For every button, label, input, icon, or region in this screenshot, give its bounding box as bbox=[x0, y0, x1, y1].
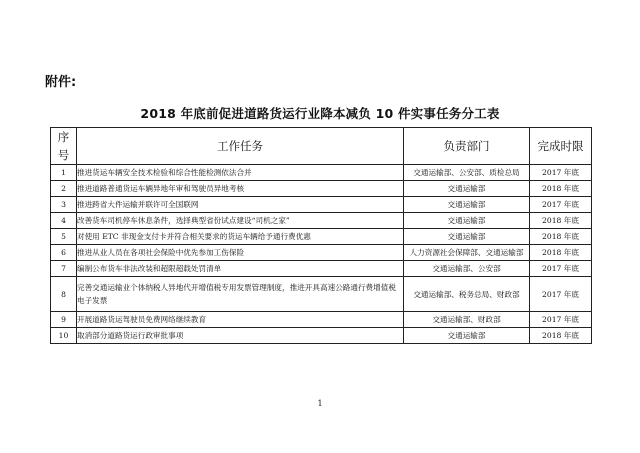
table-row bbox=[51, 277, 592, 312]
row-task: 编制公布货车非法改装和超限超载处罚清单 bbox=[77, 261, 404, 277]
table-row bbox=[51, 229, 592, 245]
row-task: 改善货车司机停车休息条件，选择典型省份试点建设“司机之家” bbox=[77, 213, 404, 229]
row-number: 1 bbox=[51, 165, 77, 181]
row-number: 3 bbox=[51, 197, 77, 213]
row-number: 6 bbox=[51, 245, 77, 261]
row-deadline: 2017 年底 bbox=[530, 312, 592, 328]
header-deadline: 完成时限 bbox=[530, 128, 592, 165]
row-number: 10 bbox=[51, 328, 77, 344]
row-number: 8 bbox=[51, 277, 77, 312]
row-department: 交通运输部 bbox=[404, 229, 530, 245]
row-department: 交通运输部、公安部 bbox=[404, 261, 530, 277]
table-row bbox=[51, 328, 592, 344]
header-serial-line2: 号 bbox=[57, 148, 70, 162]
table-row bbox=[51, 213, 592, 229]
row-deadline: 2017 年底 bbox=[530, 165, 592, 181]
row-department: 人力资源社会保障部、交通运输部 bbox=[404, 245, 530, 261]
table-row bbox=[51, 261, 592, 277]
row-department: 交通运输部、公安部、质检总局 bbox=[404, 165, 530, 181]
row-deadline: 2018 年底 bbox=[530, 229, 592, 245]
row-deadline: 2018 年底 bbox=[530, 181, 592, 197]
row-task: 推进从业人员在各项社会保险中优先参加工伤保险 bbox=[77, 245, 404, 261]
row-task: 完善交通运输业个体纳税人异地代开增值税专用发票管理制度，推进开具高速公路通行费增值税电子发票 bbox=[77, 277, 404, 312]
table-row bbox=[51, 312, 592, 328]
attachment-label: 附件: bbox=[45, 75, 77, 90]
row-department: 交通运输部 bbox=[404, 328, 530, 344]
row-department: 交通运输部、财政部 bbox=[404, 312, 530, 328]
row-number: 7 bbox=[51, 261, 77, 277]
row-task: 推进货运车辆安全技术检验和综合性能检测依法合并 bbox=[77, 165, 404, 181]
table-header-row bbox=[51, 128, 592, 165]
row-task: 开展道路货运驾驶员免费网络继续教育 bbox=[77, 312, 404, 328]
header-serial-number bbox=[51, 128, 77, 165]
row-task: 取消部分道路货运行政审批事项 bbox=[77, 328, 404, 344]
row-number: 4 bbox=[51, 213, 77, 229]
row-task: 对使用 ETC 非现金支付卡并符合相关要求的货运车辆给予通行费优惠 bbox=[77, 229, 404, 245]
row-number: 5 bbox=[51, 229, 77, 245]
page-number: 1 bbox=[317, 399, 323, 408]
row-department: 交通运输部 bbox=[404, 213, 530, 229]
row-deadline: 2018 年底 bbox=[530, 245, 592, 261]
header-serial-line1: 序 bbox=[57, 130, 70, 144]
row-deadline: 2017 年底 bbox=[530, 277, 592, 312]
header-task: 工作任务 bbox=[77, 128, 404, 165]
row-task: 推进跨省大件运输并联许可全国联网 bbox=[77, 197, 404, 213]
row-deadline: 2017 年底 bbox=[530, 197, 592, 213]
row-task: 推进道路普通货运车辆异地年审和驾驶员异地考核 bbox=[77, 181, 404, 197]
table-row bbox=[51, 245, 592, 261]
row-number: 9 bbox=[51, 312, 77, 328]
table-row bbox=[51, 181, 592, 197]
document-title: 2018 年底前促进道路货运行业降本减负 10 件实事任务分工表 bbox=[140, 106, 500, 121]
task-table bbox=[50, 127, 592, 344]
row-deadline: 2017 年底 bbox=[530, 261, 592, 277]
row-department: 交通运输部、税务总局、财政部 bbox=[404, 277, 530, 312]
row-deadline: 2018 年底 bbox=[530, 213, 592, 229]
row-department: 交通运输部 bbox=[404, 197, 530, 213]
table-row bbox=[51, 165, 592, 181]
header-department: 负责部门 bbox=[404, 128, 530, 165]
row-department: 交通运输部 bbox=[404, 181, 530, 197]
row-deadline: 2018 年底 bbox=[530, 328, 592, 344]
row-number: 2 bbox=[51, 181, 77, 197]
table-row bbox=[51, 197, 592, 213]
